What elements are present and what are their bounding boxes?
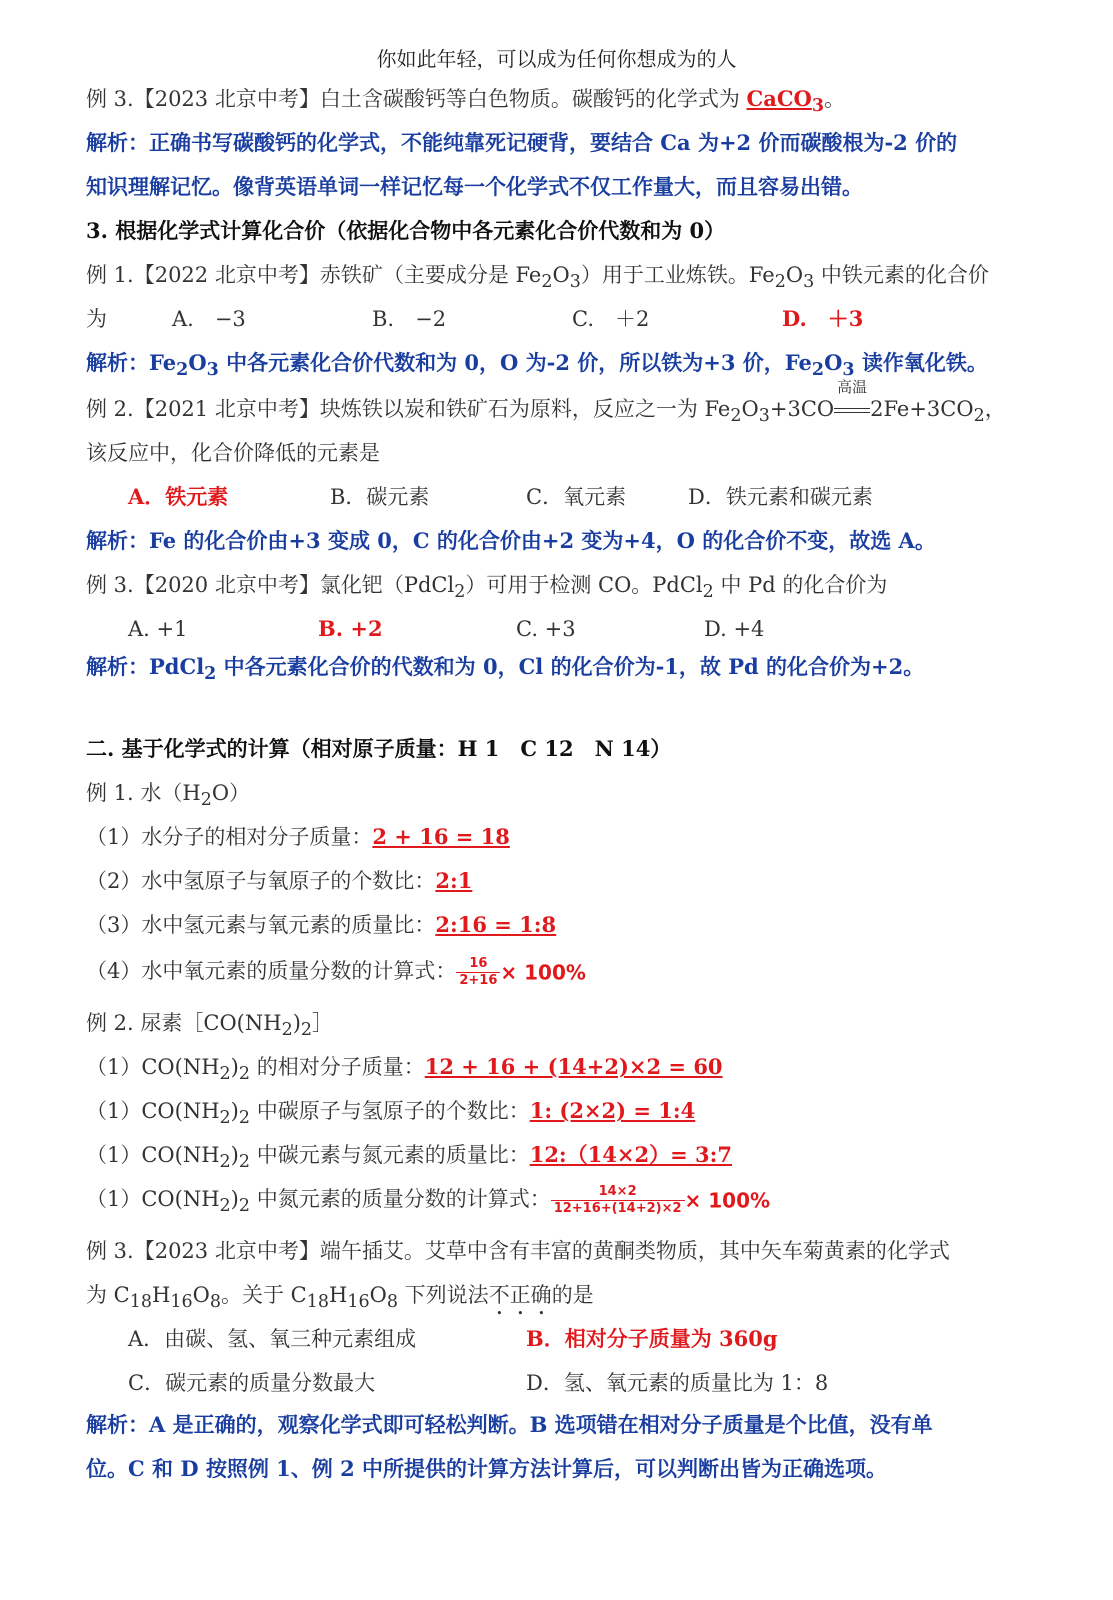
urea-q2: $(1)CO(NH_2)_2$ 中碳原子与氢原子的个数比：1: (2×2) = 1:4	[86, 1098, 696, 1129]
urea-a2: 1: (2×2) = 1:4	[529, 1098, 696, 1123]
s2-ex3-line1: 例 3.【2023 北京中考】端午插艾。艾草中含有丰富的黄酮类物质，其中矢车菊黄素的化学式	[86, 1239, 950, 1263]
water-a2: 2:1	[435, 868, 473, 893]
emphasis-not-correct: 不正确	[488, 1283, 552, 1307]
s1-ex3-text: 例 3.【2023 北京中考】白土含碳酸钙等白色物质。碳酸钙的化学式为	[86, 87, 747, 111]
s3-ex2-line2: 该反应中，化合价降低的元素是	[86, 441, 380, 465]
urea-q1: $(1)CO(NH_2)_2$ 的相对分子质量：12 + 16 + (14+2)×2 = 60	[86, 1054, 723, 1085]
s2-ex3-line2: 为 $C_{18}H_{16}O_8$。关于 $C_{18}H_{16}O_8$ 下列说法不正确的是	[86, 1283, 594, 1313]
urea-a3: 12:（14×2）= 3:7	[529, 1142, 732, 1167]
s3-ex1-option-a: A. −3	[172, 307, 246, 331]
s3-ex2-option-c: C．氧元素	[526, 485, 627, 509]
water-a4-fraction: $\frac{16}{2+16}$	[456, 956, 500, 989]
section3-title: 3. 根据化学式计算化合价（依据化合物中各元素化合价代数和为 0）	[86, 218, 726, 243]
s1-example3: 例 3.【2023 北京中考】白土含碳酸钙等白色物质。碳酸钙的化学式为 CaCO$_3$。	[86, 86, 846, 117]
water-q2: （2）水中氢原子与氧原子的个数比：2:1	[86, 868, 473, 893]
s3-ex3-option-b: B. +2	[318, 616, 383, 641]
s2-ex3-option-c: C．碳元素的质量分数最大	[128, 1371, 376, 1395]
water-example-title: 例 1. 水$(H_2O)$	[86, 781, 251, 811]
page-header: 你如此年轻，可以成为任何你想成为的人	[376, 47, 737, 71]
urea-q3: $(1)CO(NH_2)_2$ 中碳元素与氮元素的质量比：12:（14×2）= 3:7	[86, 1142, 732, 1173]
s2-ex3-option-b: B．相对分子质量为 360g	[526, 1326, 778, 1351]
s2-ex3-analysis-1: 解析：A 是正确的，观察化学式即可轻松判断。B 选项错在相对分子质量是个比值，没有单	[86, 1412, 933, 1437]
s1-ex3-answer: CaCO$_3$	[746, 86, 825, 117]
s3-ex2-option-b: B．碳元素	[330, 485, 430, 509]
s1-ex3-analysis-1: 解析：正确书写碳酸钙的化学式，不能纯靠死记硬背，要结合 Ca 为+2 价而碳酸根为-2 价的	[86, 130, 958, 155]
s3-example2-line1: 例 2.【2021 北京中考】块炼铁以炭和铁矿石为原料，反应之一为 $Fe_2O_3+3CO$ 高温 $2Fe+3CO_2$，	[86, 378, 1006, 427]
s3-ex2-option-a: A．铁元素	[128, 484, 229, 509]
s3-ex1-option-c: C. ＋2	[572, 307, 650, 331]
water-q3: （3）水中氢元素与氧元素的质量比：2:16 = 1:8	[86, 912, 557, 937]
reaction-arrow: 高温	[834, 394, 870, 424]
urea-example-title: 例 2. 尿素$[CO(NH_2)_2]$	[86, 1011, 334, 1041]
s3-ex2-analysis: 解析：Fe 的化合价由+3 变成 0，C 的化合价由+2 变为+4，O 的化合价不变，故选 A。	[86, 528, 936, 553]
s3-ex2-option-d: D．铁元素和碳元素	[688, 485, 873, 509]
urea-q4: $(1)CO(NH_2)_2$ 中氮元素的质量分数的计算式： $\frac{14\times 2}{12+16+(14+2)\times 2}$ × 100%	[86, 1184, 771, 1217]
s3-ex1-option-d: D. ＋3	[782, 306, 864, 331]
water-q4: （4）水中氧元素的质量分数的计算式： $\frac{16}{2+16}$ × 100%	[86, 956, 586, 988]
s2-ex3-analysis-2: 位。C 和 D 按照例 1、例 2 中所提供的计算方法计算后，可以判断出皆为正确选项。	[86, 1456, 888, 1481]
water-a3: 2:16 = 1:8	[435, 912, 557, 937]
s3-ex3-option-a: A. +1	[128, 617, 188, 641]
section2-title: 二. 基于化学式的计算（相对原子质量：H 1 C 12 N 14）	[86, 736, 672, 761]
s2-ex3-option-d: D．氢、氧元素的质量比为 1：8	[526, 1371, 829, 1395]
s2-ex3-option-a: A．由碳、氢、氧三种元素组成	[128, 1327, 417, 1351]
s3-example1-line1: 例 1.【2022 北京中考】赤铁矿（主要成分是 $Fe_2O_3$）用于工业炼铁。$Fe_2O_3$ 中铁元素的化合价	[86, 263, 989, 293]
urea-a1: 12 + 16 + (14+2)×2 = 60	[424, 1054, 723, 1079]
s3-ex3-option-d: D. +4	[704, 617, 765, 641]
water-a1: 2 + 16 = 18	[372, 824, 510, 849]
s3-ex1-wei: 为	[86, 307, 107, 331]
water-q1: （1）水分子的相对分子质量：2 + 16 = 18	[86, 824, 510, 849]
s3-example3-line1: 例 3.【2020 北京中考】氯化钯（PdCl$_2$）可用于检测 CO。PdCl$_2$ 中 Pd 的化合价为	[86, 573, 888, 603]
s1-ex3-analysis-2: 知识理解记忆。像背英语单词一样记忆每一个化学式不仅工作量大，而且容易出错。	[86, 174, 863, 199]
urea-a4-fraction: $\frac{14\times 2}{12+16+(14+2)\times 2}$	[551, 1184, 685, 1217]
s3-ex3-analysis: 解析：PdCl$_2$ 中各元素化合价的代数和为 0，Cl 的化合价为-1，故 Pd 的化合价为+2。	[86, 654, 925, 685]
s3-ex1-analysis: 解析：$Fe_2O_3$ 中各元素化合价代数和为 0，O 为-2 价，所以铁为+3 价，$Fe_2O_3$ 读作氧化铁。	[86, 350, 988, 381]
s3-ex1-option-b: B. −2	[372, 307, 447, 331]
s3-ex3-option-c: C. +3	[516, 617, 576, 641]
